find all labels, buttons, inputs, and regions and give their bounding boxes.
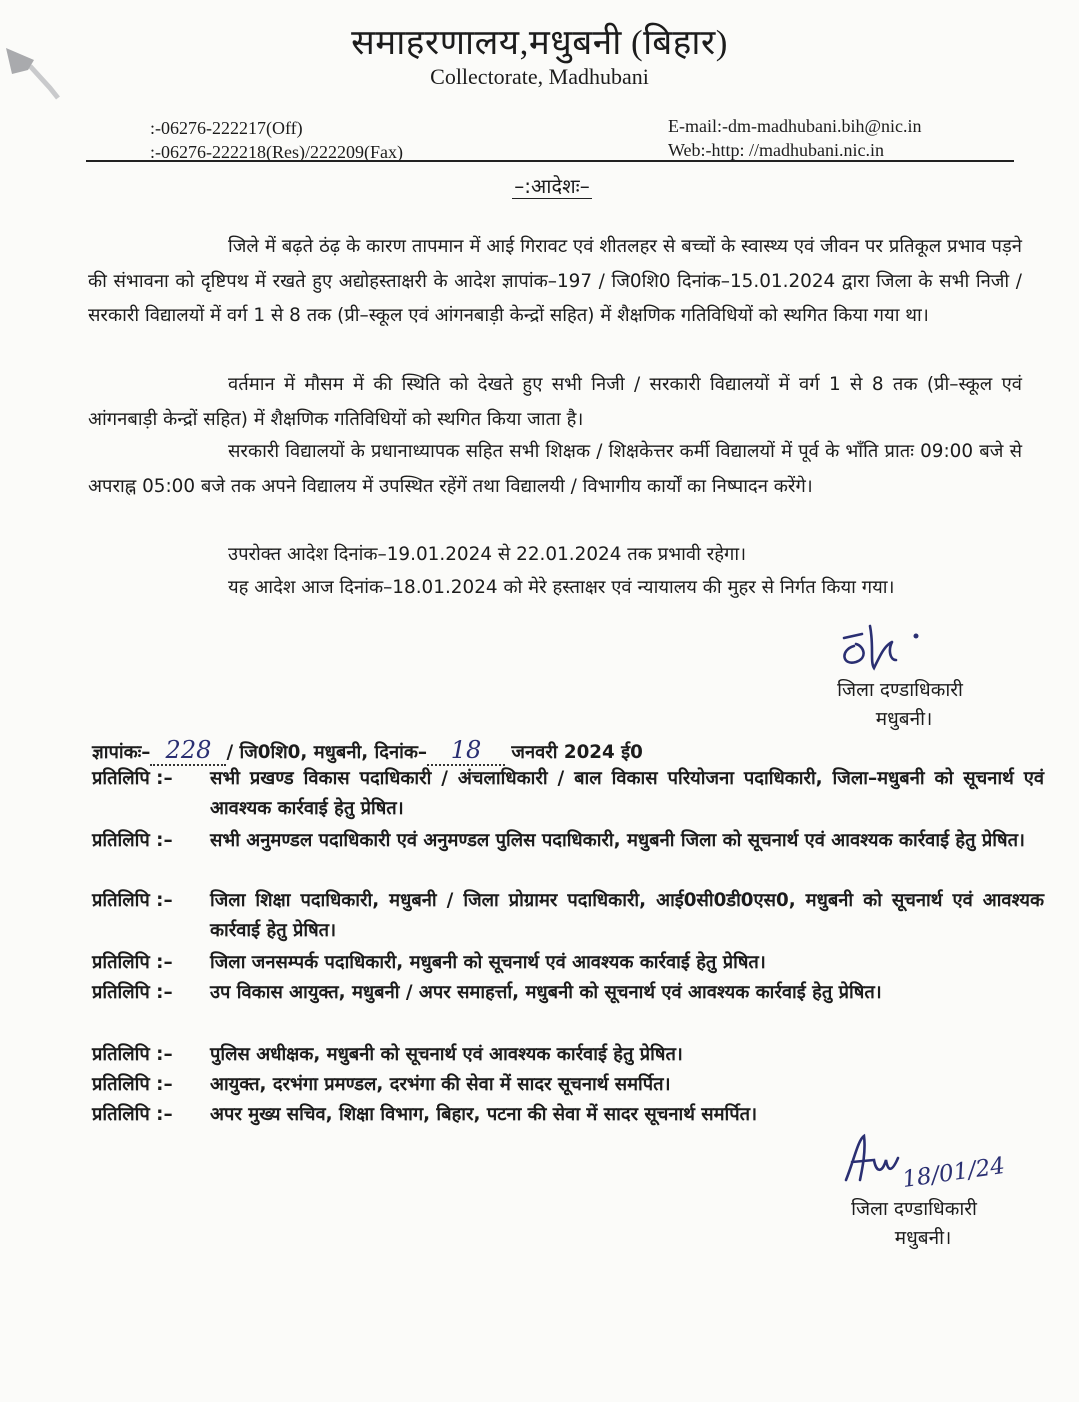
signatory-place: मधुबनी। bbox=[875, 708, 933, 730]
website-url: Web:-http: //madhubani.nic.in bbox=[668, 140, 885, 160]
memo-prefix: ज्ञापांकः– bbox=[92, 742, 151, 763]
signature-date: 18/01/24 bbox=[900, 1152, 1007, 1194]
memo-day-field bbox=[427, 736, 505, 766]
memo-suffix: जनवरी 2024 ई0 bbox=[511, 742, 643, 763]
memo-mid: / जि0शि0, मधुबनी, दिनांक– bbox=[226, 742, 428, 763]
memo-day: 18 bbox=[450, 736, 482, 764]
signatory-place: मधुबनी। bbox=[894, 1227, 952, 1249]
email-address: E-mail:-dm-madhubani.bih@nic.in bbox=[668, 116, 922, 136]
office-title: समाहरणालय,मधुबनी (बिहार) bbox=[351, 23, 728, 62]
memo-number-field bbox=[150, 736, 226, 766]
memo-line bbox=[92, 736, 643, 766]
signatory-title: जिला दण्डाधिकारी bbox=[851, 1198, 977, 1220]
memo-number: 228 bbox=[165, 736, 212, 764]
phone-res-fax: :-06276-222218(Res)/222209(Fax) bbox=[150, 142, 403, 162]
order-paragraph-2: वर्तमान में मौसम में की स्थिति को देखते हुए सभी निजी / सरकारी विद्यालयों में वर्ग 1 से 8 तक (प्री–स्कूल एवं आंगनबाड़ी केन्द्रों सहित) में शैक्षणिक गतिविधियों को स्थगित किया जाता है। bbox=[88, 374, 1022, 430]
order-paragraph-1: जिले में बढ़ते ठंढ़ के कारण तापमान में आई गिरावट एवं शीतलहर से बच्चों के स्वास्थ्य एवं जीवन पर प्रतिकूल प्रभाव पड़ने की संभावना को दृष्टिपथ में रखते हुए अद्योहस्ताक्षरी के आदेश ज्ञापांक–197 / जि0शि0 दिनांक–15.01.2024 द्वारा जिला के सभी निजी / सरकारी विद्यालयों में वर्ग 1 से 8 तक (प्री–स्कूल एवं आंगनबाड़ी केन्द्रों सहित) में शैक्षणिक गतिविधियों को स्थगित किया गया था। bbox=[88, 236, 1022, 326]
signature-2-icon bbox=[840, 1130, 910, 1190]
header-divider bbox=[86, 160, 1014, 162]
signatory-block-1 bbox=[800, 676, 1000, 734]
order-heading: –:आदेशः– bbox=[514, 174, 590, 198]
signature-1-icon bbox=[834, 616, 944, 676]
signatory-block-2 bbox=[814, 1195, 1014, 1253]
order-paragraph-3: सरकारी विद्यालयों के प्रधानाध्यापक सहित सभी शिक्षक / शिक्षकेत्तर कर्मी विद्यालयों में पूर्व के भाँति प्रातः 09:00 बजे से अपराह्न 05:00 बजे तक अपने विद्यालय में उपस्थित रहेंगें तथा विद्यालयी / विभागीय कार्यों का निष्पादन करेंगे। bbox=[88, 441, 1022, 497]
contact-web bbox=[668, 114, 922, 162]
order-paragraph-5: यह आदेश आज दिनांक–18.01.2024 को मेरे हस्ताक्षर एवं न्यायालय की मुहर से निर्गत किया गया। bbox=[228, 577, 895, 598]
signatory-title: जिला दण्डाधिकारी bbox=[837, 679, 963, 701]
contact-phones bbox=[150, 116, 403, 164]
order-paragraph-4: उपरोक्त आदेश दिनांक–19.01.2024 से 22.01.2024 तक प्रभावी रहेगा। bbox=[228, 544, 747, 565]
phone-office: :-06276-222217(Off) bbox=[150, 118, 303, 138]
office-subtitle: Collectorate, Madhubani bbox=[430, 64, 649, 89]
